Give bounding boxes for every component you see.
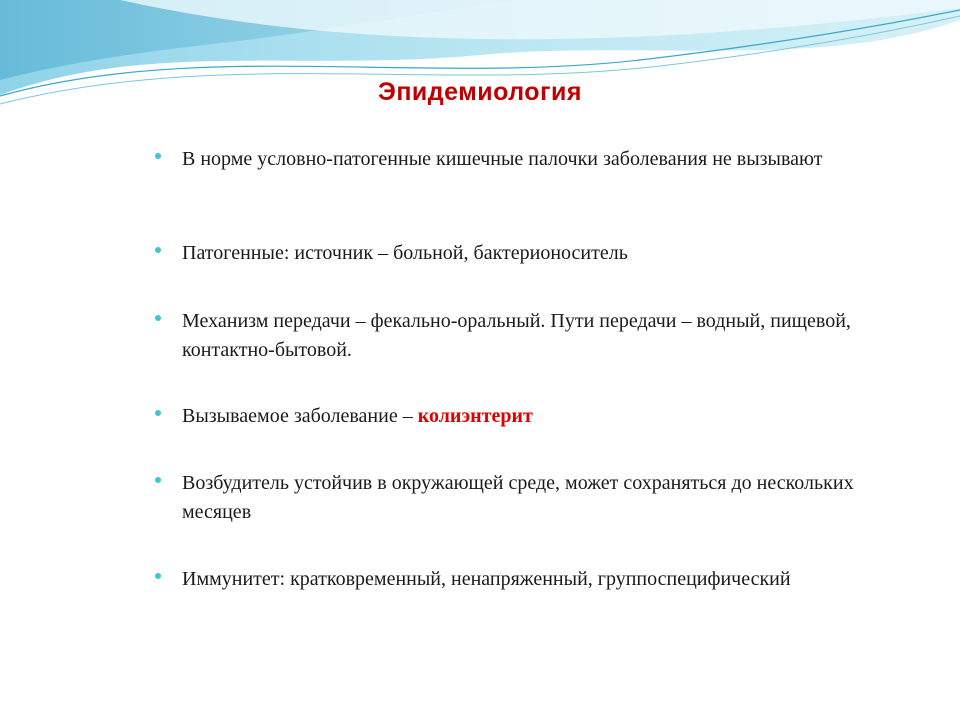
bullet-item	[155, 402, 885, 431]
bullet-dot-icon	[155, 410, 161, 416]
slide-title: Эпидемиология	[378, 78, 582, 106]
bullet-item	[155, 565, 885, 594]
bullet-dot-icon	[155, 153, 161, 159]
bullet-item	[155, 145, 885, 174]
bullet-item	[155, 307, 885, 365]
bullet-item	[155, 239, 885, 268]
bullet-dot-icon	[155, 247, 161, 253]
bullet-dot-icon	[155, 573, 161, 579]
bullet-text	[182, 402, 885, 431]
bullet-text: Патогенные: источник – больной, бактерионоситель	[182, 242, 628, 264]
bullet-text-prefix: Вызываемое заболевание –	[182, 405, 418, 427]
disease-highlight: колиэнтерит	[417, 405, 533, 427]
bullet-item	[155, 469, 885, 527]
bullet-text: Возбудитель устойчив в окружающей среде, может сохраняться до нескольких месяцев	[182, 472, 854, 523]
bullet-dot-icon	[155, 477, 161, 483]
bullet-dot-icon	[155, 315, 161, 321]
bullet-text: Механизм передачи – фекально-оральный. Пути передачи – водный, пищевой, контактно-бытовой.	[182, 310, 851, 361]
bullet-text: Иммунитет: кратковременный, ненапряженный, группоспецифический	[182, 568, 791, 590]
bullet-text: В норме условно-патогенные кишечные палочки заболевания не вызывают	[182, 148, 823, 170]
